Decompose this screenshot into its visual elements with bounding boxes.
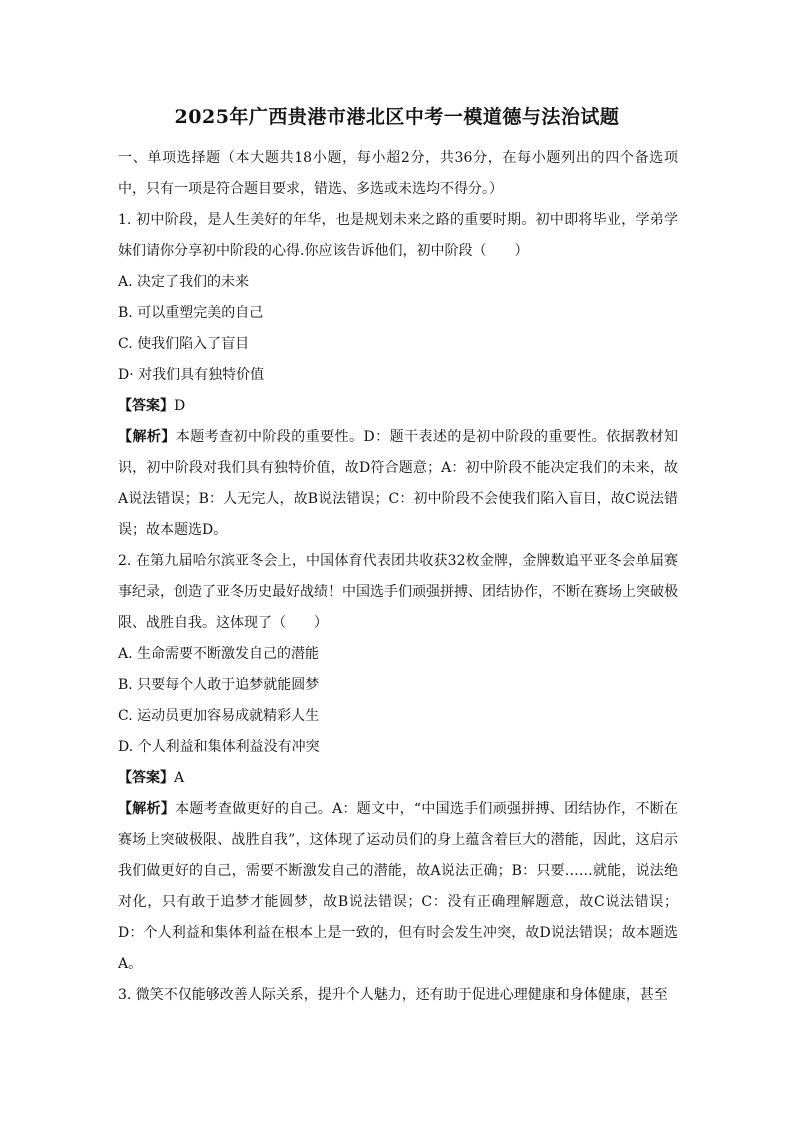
option-c: C. 使我们陷入了盲目: [118, 336, 250, 352]
answer-value: A: [174, 770, 185, 786]
answer-line: [118, 391, 678, 422]
analysis-text: 本题考查做更好的自己。A：题文中，“中国选手们顽强拼搏、团结协作，不断在赛场上突破极限、战胜自我”，这体现了运动员们的身上蕴含着巨大的潜能，因此，这启示我们做更好的自己，需要不断激发自己的潜能，故A说法正确；B：只要……就能，说法绝对化，只有敢于追梦才能圆梦，故B说法错误；C：没有正确理解题意，故C说法错误；D：个人利益和集体利益在根本上是一致的，但有时会发生冲突，故D说法错误；故本题选A。: [118, 801, 679, 972]
answer-label: 【答案】: [118, 398, 174, 414]
analysis-paragraph: [118, 794, 678, 980]
answer-line: [118, 763, 678, 794]
option-d: D· 对我们具有独特价值: [118, 367, 265, 383]
answer-value: D: [174, 398, 186, 414]
question-2: [118, 546, 678, 980]
answer-label: 【答案】: [118, 770, 174, 786]
analysis-paragraph: [118, 422, 678, 546]
analysis-label: 【解析】: [118, 429, 176, 445]
question-3: [118, 980, 678, 1011]
option-c: C. 运动员更加容易成就精彩人生: [118, 708, 320, 724]
option-b: B. 只要每个人敢于追梦就能圆梦: [118, 677, 320, 693]
question-stem: 2. 在第九届哈尔滨亚冬会上，中国体育代表团共收获32枚金牌，金牌数追平亚冬会单届赛事纪录，创造了亚冬历史最好战绩！中国选手们顽强拼搏、团结协作，不断在赛场上突破极限、战胜自我。这体现了（ ）: [118, 553, 678, 631]
document-body: [118, 143, 678, 1011]
page-title: 2025年广西贵港市港北区中考一模道德与法治试题: [174, 106, 620, 128]
option-d: D. 个人利益和集体利益没有冲突: [118, 739, 320, 755]
question-stem: 3. 微笑不仅能够改善人际关系，提升个人魅力，还有助于促进心理健康和身体健康，甚至: [118, 987, 668, 1003]
option-a: A. 决定了我们的未来: [118, 274, 250, 290]
option-b: B. 可以重塑完美的自己: [118, 305, 264, 321]
analysis-text: 本题考查初中阶段的重要性。D：题干表述的是初中阶段的重要性。依据教材知识，初中阶段对我们具有独特价值，故D符合题意；A：初中阶段不能决定我们的未来，故A说法错误；B：人无完人，故B说法错误；C：初中阶段不会使我们陷入盲目，故C说法错误；故本题选D。: [118, 429, 678, 538]
question-1: [118, 205, 678, 546]
section-intro: 一、单项选择题（本大题共18小题，每小超2分，共36分，在每小题列出的四个备选项中，只有一项是符合题目要求，错选、多选或未选均不得分。）: [118, 150, 678, 197]
option-a: A. 生命需要不断激发自己的潜能: [118, 646, 320, 662]
analysis-label: 【解析】: [118, 801, 176, 817]
question-stem: 1. 初中阶段，是人生美好的年华，也是规划未来之路的重要时期。初中即将毕业，学弟学妹们请你分享初中阶段的心得.你应该告诉他们，初中阶段（ ）: [118, 212, 678, 259]
